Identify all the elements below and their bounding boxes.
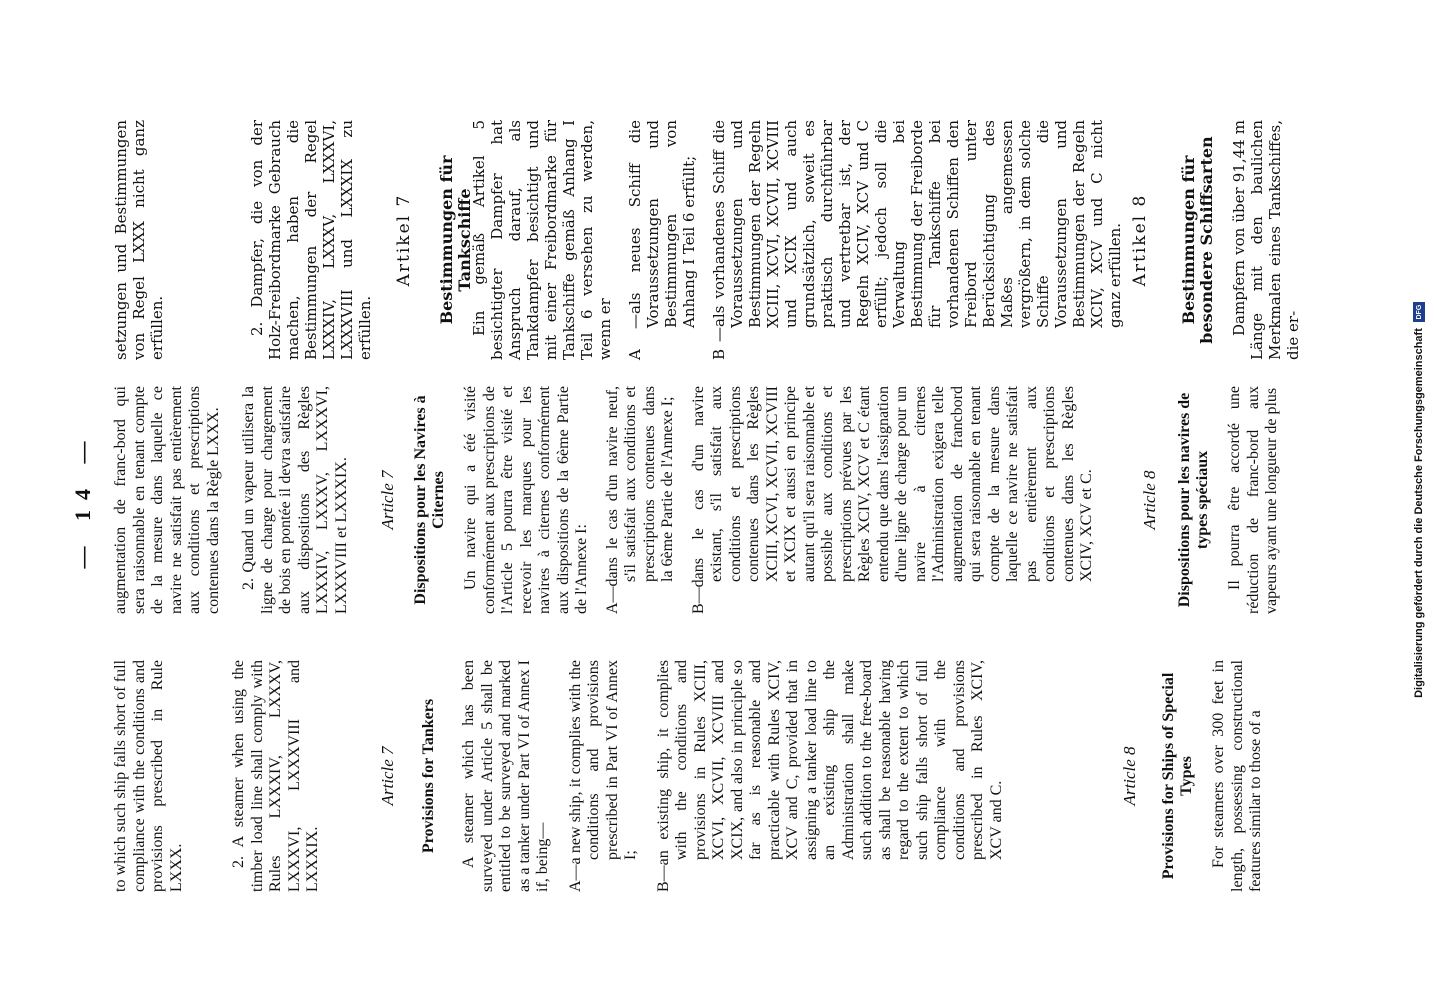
- french-continuation: [112, 386, 223, 614]
- english-article-7-item-a: [567, 660, 641, 892]
- french-continuation-text: augmentation de franc-bord qui sera raisonnable en tenant compte de la mesure dans laquelle ce navire ne satisfait pas entièrement aux conditions et prescriptions contenues dans la Règle LXXX.: [112, 386, 222, 614]
- page-number: — 14 —: [70, 431, 95, 569]
- english-article-7-body: [460, 660, 1006, 892]
- digitization-note: Digitalisierung gefördert durch die Deutsche Forschungsgemeinschaft: [1413, 328, 1425, 698]
- german-article-8-body: [1230, 120, 1302, 360]
- english-article-7-title: Article 7: [378, 746, 397, 806]
- french-article-7-title: Article 7: [378, 470, 397, 530]
- french-article-8-title: Article 8: [1140, 470, 1159, 530]
- english-item-b-text: an existing ship, it complies with the conditions and provisions in Rules XCIII, XCVI, XCVII, XCVIII and XCIX, and also in principle so far as is reasonable and practicable with Rules XCIV, XCV and C, provided that in assigning a tanker load line to an existing ship the Administration shall make such addition to the free-board as shall be reasonable having regard to the extent to which such ship falls short of full compliance with the conditions and provisions prescribed in Rules XCIV, XCV and C.: [654, 660, 1005, 866]
- french-para-2: [240, 386, 351, 614]
- english-item-b-label: B—: [654, 865, 672, 892]
- english-article-8-heading: Provisions for Ships of Special Types: [1160, 672, 1195, 880]
- english-article-8-title: Article 8: [1120, 746, 1139, 806]
- german-item-b-text: als vorhandenes Schiff die Voraussetzungen und Bestimmungen der Regeln XCIII, XCVI, XCVII, XCVIII und XCIX und auch grundsätzlich, soweit es praktisch durchführbar und vertretbar ist, der Regeln XCIV, XCV und C erfüllt; jedoch soll die Verwaltung bei Bestimmung der Freiborde für Tankschiffe bei vorhandenen Schiffen den Freibord unter Berücksichtigung des Maßes angemessen vergrößern, in dem solche Schiffe die Voraussetzungen und Bestimmungen der Regeln XCIV, XCV und C nicht ganz erfüllen.: [710, 120, 1124, 328]
- french-item-b-label: B—: [689, 587, 707, 614]
- english-para-2-text: 2. A steamer when using the timber load line shall comply with Rules LXXXIV, LXXXV, LXXXVI, LXXXVIII and LXXXIX.: [230, 660, 321, 892]
- dfg-logo: DFG: [1413, 302, 1425, 322]
- german-article-7-intro: Ein gemäß Artikel 5 besichtigter Dampfer hat Anspruch darauf, als Tankdampfer besichtigt und mit einer Freibordmarke für Tankschiffe gemäß Anhang I Teil 6 versehen zu werden, wenn er: [470, 120, 614, 360]
- german-continuation: [112, 120, 166, 360]
- french-article-8-heading: Dispositions pour les navires de types spéciaux: [1176, 392, 1211, 608]
- french-para-2-text: 2. Quand un vapeur utilisera la ligne de charge pour chargement de bois en pontée il devra satisfaire aux dispositions des Règles LXXXIV, LXXXV, LXXXVI, LXXXVIII et LXXXIX.: [240, 386, 350, 614]
- german-article-8-title: Artikel 8: [1130, 193, 1150, 287]
- german-para-2: [248, 120, 374, 360]
- french-item-a-text: dans le cas d'un navire neuf, s'il satisfait aux conditions et prescriptions contenues dans la 6ème Partie de l'Annexe I;: [603, 386, 676, 587]
- german-article-7-title: Artikel 7: [394, 193, 414, 287]
- french-article-8-intro: Il pourra être accordé une réduction de franc-bord aux vapeurs ayant une longueur de plus: [1226, 386, 1280, 614]
- german-article-7-item-b: [710, 120, 1124, 360]
- german-item-a-label: A —: [626, 313, 644, 360]
- french-item-b-text: dans le cas d'un navire existant, s'il satisfait aux conditions et prescriptions contenues dans les Règles XCIII, XCVI, XCVII, XCVIII et XCIX et aussi en principe autant qu'il sera raisonnable et possible aux conditions et prescriptions prévues par les Règles XCIV, XCV et C étant entendu que dans l'assignation d'une ligne de charge pour un navire à citernes l'Administration exigera telle augmentation de francbord qui sera raisonnable en tenant compte de la mesure dans laquelle ce navire ne satisfait pas entièrement aux conditions et prescriptions contenues dans les Règles XCIV, XCV et C.: [689, 386, 1095, 588]
- german-article-8-intro: Dampfern von über 91,44 m Länge mit den baulichen Merkmalen eines Tankschiffes, die er-: [1230, 120, 1302, 360]
- english-item-a-label: A—: [566, 864, 584, 892]
- french-article-7-body: [462, 386, 1097, 614]
- german-continuation-text: setzungen und Bestimmungen von Regel LXXX nicht ganz erfüllen.: [112, 120, 166, 360]
- english-continuation: [112, 660, 186, 892]
- digitization-footer: [1410, 0, 1428, 1000]
- french-article-7-item-a: [604, 386, 678, 614]
- english-article-7-heading: Provisions for Tankers: [420, 698, 437, 854]
- german-article-7-body: [470, 120, 1124, 360]
- french-article-7-heading: Dispositions pour les Navires à Citernes: [412, 395, 447, 605]
- german-item-a-text: als neues Schiff die Voraussetzungen und Bestimmungen von Anhang I Teil 6 erfüllt;: [626, 120, 698, 328]
- german-item-b-label: B —: [710, 327, 728, 360]
- french-article-8-body: [1226, 386, 1282, 614]
- english-article-7-item-b: [655, 660, 1007, 892]
- german-article-8-heading: Bestimmungen für besondere Schiffsarten: [1179, 136, 1216, 344]
- english-item-a-text: a new ship, it complies with the conditions and provisions prescribed in Part VI of Annex I;: [566, 660, 639, 865]
- german-para-2-text: 2. Dampfer, die von der Holz-Freibordmarke Gebrauch machen, haben die Bestimmungen der Regel LXXXIV, LXXXV, LXXXVI, LXXXVIII und LXXXIX zu erfüllen.: [248, 120, 374, 360]
- english-article-7-intro: A steamer which has been surveyed under Article 5 shall be entitled to be surveyed and marked as a tanker under Part VI of Annex I if, being—: [460, 660, 551, 892]
- english-para-2: [230, 660, 323, 892]
- german-article-7-heading: Bestimmungen für Tankschiffe: [437, 155, 474, 325]
- french-article-7-intro: Un navire qui a été visité conformément aux prescriptions de l'Article 5 pourra être visité et recevoir les marques pour les navires à citernes conformément aux dispositions de la 6ème Partie de l'Annexe I:: [462, 386, 590, 614]
- french-item-a-label: A—: [603, 586, 621, 614]
- french-article-7-item-b: [690, 386, 1097, 614]
- english-article-8-body: [1210, 660, 1266, 892]
- english-continuation-text: to which such ship falls short of full compliance with the conditions and provisions prescribed in Rule LXXX.: [112, 660, 185, 892]
- english-article-8-intro: For steamers over 300 feet in length, possessing constructional features similar to those of a: [1210, 660, 1264, 892]
- german-article-7-item-a: [626, 120, 698, 360]
